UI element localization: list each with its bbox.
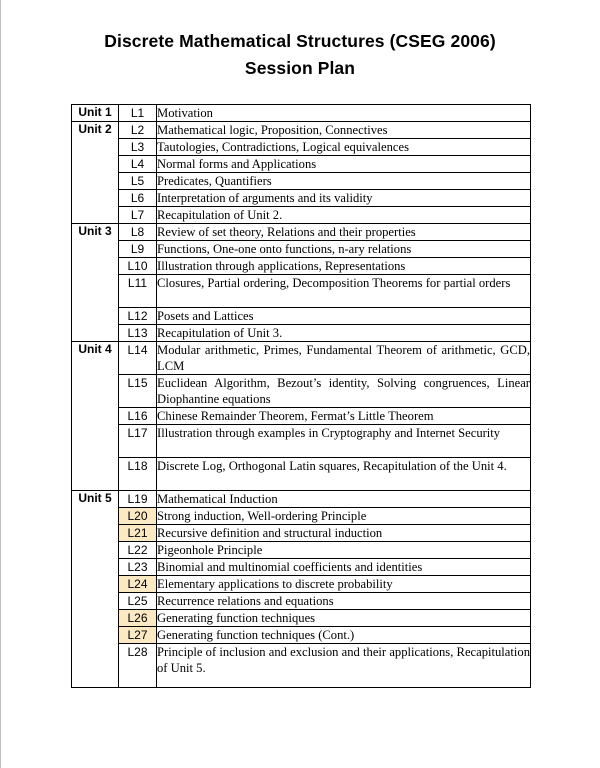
table-row (72, 325, 531, 342)
table-row (72, 525, 531, 542)
page-left-edge (0, 0, 1, 768)
session-plan-table (71, 104, 531, 688)
lecture-topic: Interpretation of arguments and its validity (157, 190, 531, 207)
lecture-number: L8 (119, 224, 157, 241)
document-title: Discrete Mathematical Structures (CSEG 2006) (104, 31, 496, 51)
unit-label: Unit 3 (72, 224, 119, 342)
table-row (72, 375, 531, 408)
lecture-number: L9 (119, 241, 157, 258)
table-row (72, 576, 531, 593)
table-row (72, 627, 531, 644)
lecture-topic: Functions, One-one onto functions, n-ary relations (157, 241, 531, 258)
table-row (72, 458, 531, 491)
highlighted-topic-text: Generating function techniques (Cont.) (157, 628, 355, 642)
table-row (72, 491, 531, 508)
lecture-topic: Discrete Log, Orthogonal Latin squares, Recapitulation of the Unit 4. (157, 458, 531, 491)
lecture-number: L11 (119, 275, 157, 308)
table-row (72, 559, 531, 576)
lecture-number: L16 (119, 408, 157, 425)
lecture-topic: Predicates, Quantifiers (157, 173, 531, 190)
lecture-topic (157, 576, 531, 593)
table-row (72, 408, 531, 425)
table-row (72, 207, 531, 224)
lecture-number: L13 (119, 325, 157, 342)
unit-label: Unit 5 (72, 491, 119, 688)
lecture-number: L4 (119, 156, 157, 173)
lecture-number: L19 (119, 491, 157, 508)
lecture-topic: Motivation (157, 105, 531, 122)
table-row (72, 258, 531, 275)
lecture-topic: Tautologies, Contradictions, Logical equivalences (157, 139, 531, 156)
session-plan-body (72, 105, 531, 688)
lecture-topic (157, 508, 531, 525)
lecture-topic: Binomial and multinomial coefficients and identities (157, 559, 531, 576)
highlighted-topic-text: Generating function techniques (157, 611, 316, 625)
lecture-number: L18 (119, 458, 157, 491)
table-row (72, 610, 531, 627)
lecture-number: L7 (119, 207, 157, 224)
lecture-topic: Euclidean Algorithm, Bezout’s identity, Solving congruences, Linear Diophantine equations (157, 376, 530, 406)
lecture-topic: Illustration through applications, Representations (157, 258, 531, 275)
lecture-number: L15 (119, 375, 157, 408)
lecture-topic (157, 525, 531, 542)
lecture-number: L2 (119, 122, 157, 139)
table-row (72, 308, 531, 325)
table-row (72, 190, 531, 207)
lecture-number: L20 (119, 508, 157, 525)
lecture-topic: Review of set theory, Relations and their properties (157, 224, 531, 241)
lecture-topic: Principle of inclusion and exclusion and their applications, Recapitulation of Unit 5. (157, 644, 531, 688)
lecture-number: L14 (119, 342, 157, 375)
lecture-number: L6 (119, 190, 157, 207)
unit-label: Unit 1 (72, 105, 119, 122)
table-row (72, 241, 531, 258)
lecture-topic: Posets and Lattices (157, 308, 531, 325)
lecture-topic: Mathematical Induction (157, 491, 531, 508)
lecture-topic: Recapitulation of Unit 2. (157, 207, 531, 224)
table-row (72, 156, 531, 173)
lecture-topic: Recapitulation of Unit 3. (157, 325, 531, 342)
lecture-topic (157, 610, 531, 627)
table-row (72, 593, 531, 610)
lecture-topic: Closures, Partial ordering, Decomposition Theorems for partial orders (157, 275, 531, 308)
table-row (72, 122, 531, 139)
document-subtitle: Session Plan (244, 58, 356, 78)
table-row (72, 105, 531, 122)
lecture-topic: Chinese Remainder Theorem, Fermat’s Little Theorem (157, 408, 531, 425)
lecture-number: L21 (119, 525, 157, 542)
lecture-topic: Modular arithmetic, Primes, Fundamental Theorem of arithmetic, GCD, LCM (157, 343, 530, 373)
lecture-topic: Illustration through examples in Cryptography and Internet Security (157, 425, 531, 458)
table-row (72, 508, 531, 525)
table-row (72, 425, 531, 458)
lecture-number: L1 (119, 105, 157, 122)
lecture-number: L22 (119, 542, 157, 559)
lecture-number: L25 (119, 593, 157, 610)
lecture-topic: Recurrence relations and equations (157, 593, 531, 610)
unit-label: Unit 2 (72, 122, 119, 224)
lecture-number: L28 (119, 644, 157, 688)
lecture-number: L24 (119, 576, 157, 593)
highlighted-topic-text: Strong induction, Well-ordering Principle (157, 509, 367, 523)
lecture-number: L23 (119, 559, 157, 576)
lecture-topic: Mathematical logic, Proposition, Connectives (157, 122, 531, 139)
table-row (72, 173, 531, 190)
highlighted-topic-text: Elementary applications to discrete probability (157, 577, 393, 591)
table-row (72, 224, 531, 241)
lecture-number: L17 (119, 425, 157, 458)
lecture-topic (157, 627, 531, 644)
table-row (72, 342, 531, 375)
table-row (72, 644, 531, 688)
lecture-topic: Normal forms and Applications (157, 156, 531, 173)
table-row (72, 275, 531, 308)
unit-label: Unit 4 (72, 342, 119, 491)
lecture-number: L3 (119, 139, 157, 156)
lecture-number: L12 (119, 308, 157, 325)
table-row (72, 139, 531, 156)
lecture-number: L27 (119, 627, 157, 644)
lecture-number: L5 (119, 173, 157, 190)
table-row (72, 542, 531, 559)
lecture-number: L10 (119, 258, 157, 275)
lecture-topic: Pigeonhole Principle (157, 542, 531, 559)
highlighted-topic-text: Recursive definition and structural induction (157, 526, 383, 540)
lecture-number: L26 (119, 610, 157, 627)
